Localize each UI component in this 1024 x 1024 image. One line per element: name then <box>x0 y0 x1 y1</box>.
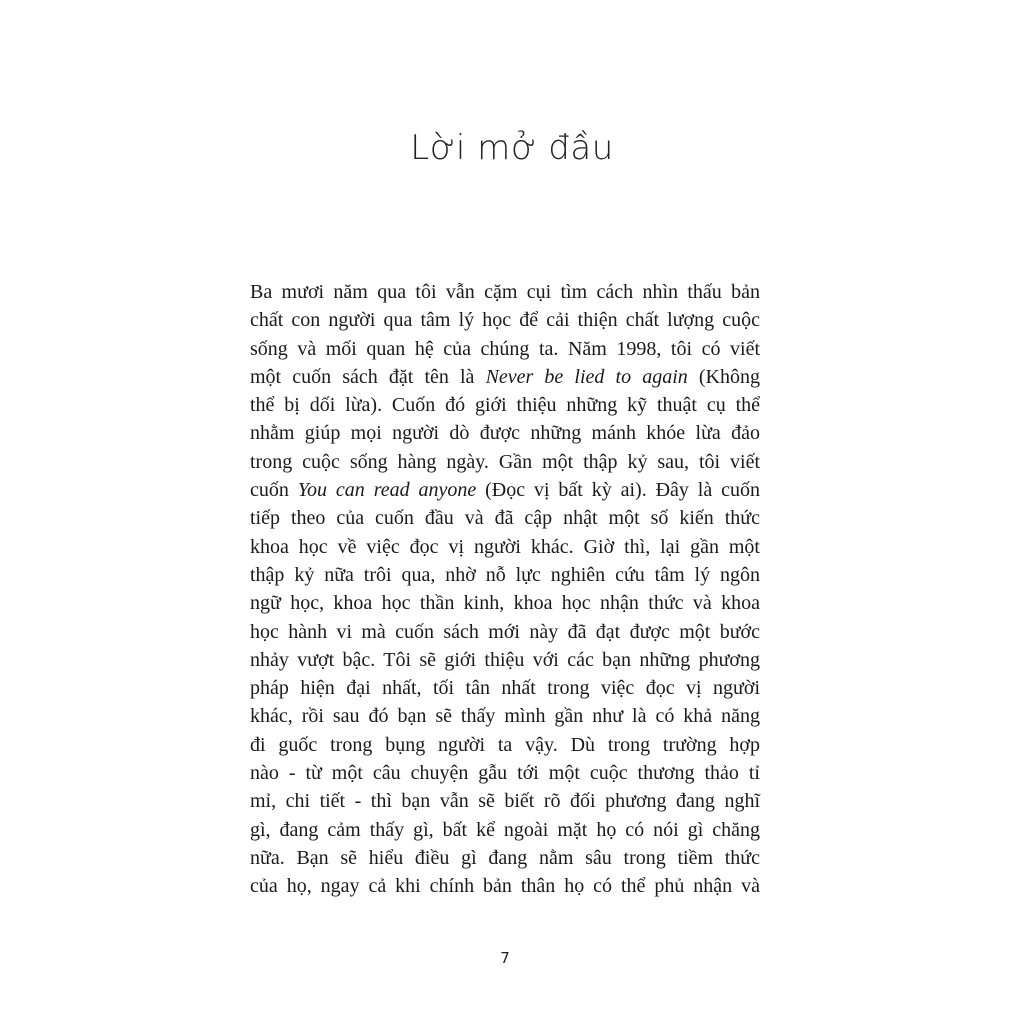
text-line <box>250 589 760 617</box>
text-run: đi guốc trong bụng người ta vậy. Dù trong trường hợp <box>250 733 760 756</box>
text-line <box>250 278 760 306</box>
text-run: tiếp theo của cuốn đầu và đã cập nhật một số kiến thức <box>250 507 760 530</box>
text-run: ngữ học, khoa học thần kinh, khoa học nhận thức và khoa <box>250 592 760 615</box>
text-run: khác, rồi sau đó bạn sẽ thấy mình gần như là có khả năng <box>250 705 760 728</box>
text-run: gì, đang cảm thấy gì, bất kể ngoài mặt họ có nói gì chăng <box>250 818 760 841</box>
text-run: một cuốn sách đặt tên là <box>250 365 486 388</box>
text-run: khoa học về việc đọc vị người khác. Giờ thì, lại gần một <box>250 535 760 558</box>
text-run: nữa. Bạn sẽ hiểu điều gì đang nằm sâu trong tiềm thức <box>250 846 760 869</box>
book-title-italic: You can read anyone <box>297 479 477 502</box>
text-line <box>250 335 760 363</box>
text-run: (Không <box>687 365 761 388</box>
text-run: thập kỷ nữa trôi qua, nhờ nỗ lực nghiên cứu tâm lý ngôn <box>250 563 760 586</box>
text-run: nhảy vượt bậc. Tôi sẽ giới thiệu với các bạn những phương <box>250 648 760 671</box>
page-number: 7 <box>500 949 510 967</box>
text-line <box>250 391 760 419</box>
text-line <box>250 561 760 589</box>
text-line <box>250 448 760 476</box>
text-run: Ba mươi năm qua tôi vẫn cặm cụi tìm cách nhìn thấu bản <box>250 281 760 303</box>
text-run: pháp hiện đại nhất, tối tân nhất trong việc đọc vị người <box>250 677 760 700</box>
text-line <box>250 872 760 900</box>
text-line <box>250 504 760 532</box>
text-line <box>250 618 760 646</box>
text-run: mỉ, chi tiết - thì bạn vẫn sẽ biết rõ đối phương đang nghĩ <box>250 790 760 813</box>
body-paragraph <box>250 278 760 901</box>
text-run: (Đọc vị bất kỳ ai). Đây là cuốn <box>476 479 760 502</box>
text-run: nhằm giúp mọi người dò được những mánh khóe lừa đảo <box>250 422 760 445</box>
text-line <box>250 476 760 504</box>
text-line <box>250 844 760 872</box>
text-run: chất con người qua tâm lý học để cải thiện chất lượng cuộc <box>250 309 760 332</box>
text-line <box>250 787 760 815</box>
text-line <box>250 759 760 787</box>
text-run: thể bị dối lừa). Cuốn đó giới thiệu những kỹ thuật cụ thể <box>250 394 760 417</box>
text-line <box>250 533 760 561</box>
text-line <box>250 363 760 391</box>
text-line <box>250 816 760 844</box>
text-line <box>250 702 760 730</box>
text-run: của họ, ngay cả khi chính bản thân họ có thể phủ nhận và <box>250 875 760 898</box>
text-line <box>250 646 760 674</box>
text-run: trong cuộc sống hàng ngày. Gần một thập kỷ sau, tôi viết <box>250 450 760 473</box>
text-line <box>250 306 760 334</box>
text-run: nào - từ một câu chuyện gẫu tới một cuộc thương thảo tỉ <box>250 762 760 785</box>
text-line <box>250 419 760 447</box>
text-run: sống và mối quan hệ của chúng ta. Năm 1998, tôi có viết <box>250 337 760 360</box>
text-run: cuốn <box>250 479 298 502</box>
book-title-italic: Never be lied to again <box>485 365 688 388</box>
chapter-title: Lời mở đầu <box>410 128 614 168</box>
text-run: học hành vi mà cuốn sách mới này đã đạt được một bước <box>250 620 760 643</box>
text-line <box>250 674 760 702</box>
text-line <box>250 731 760 759</box>
